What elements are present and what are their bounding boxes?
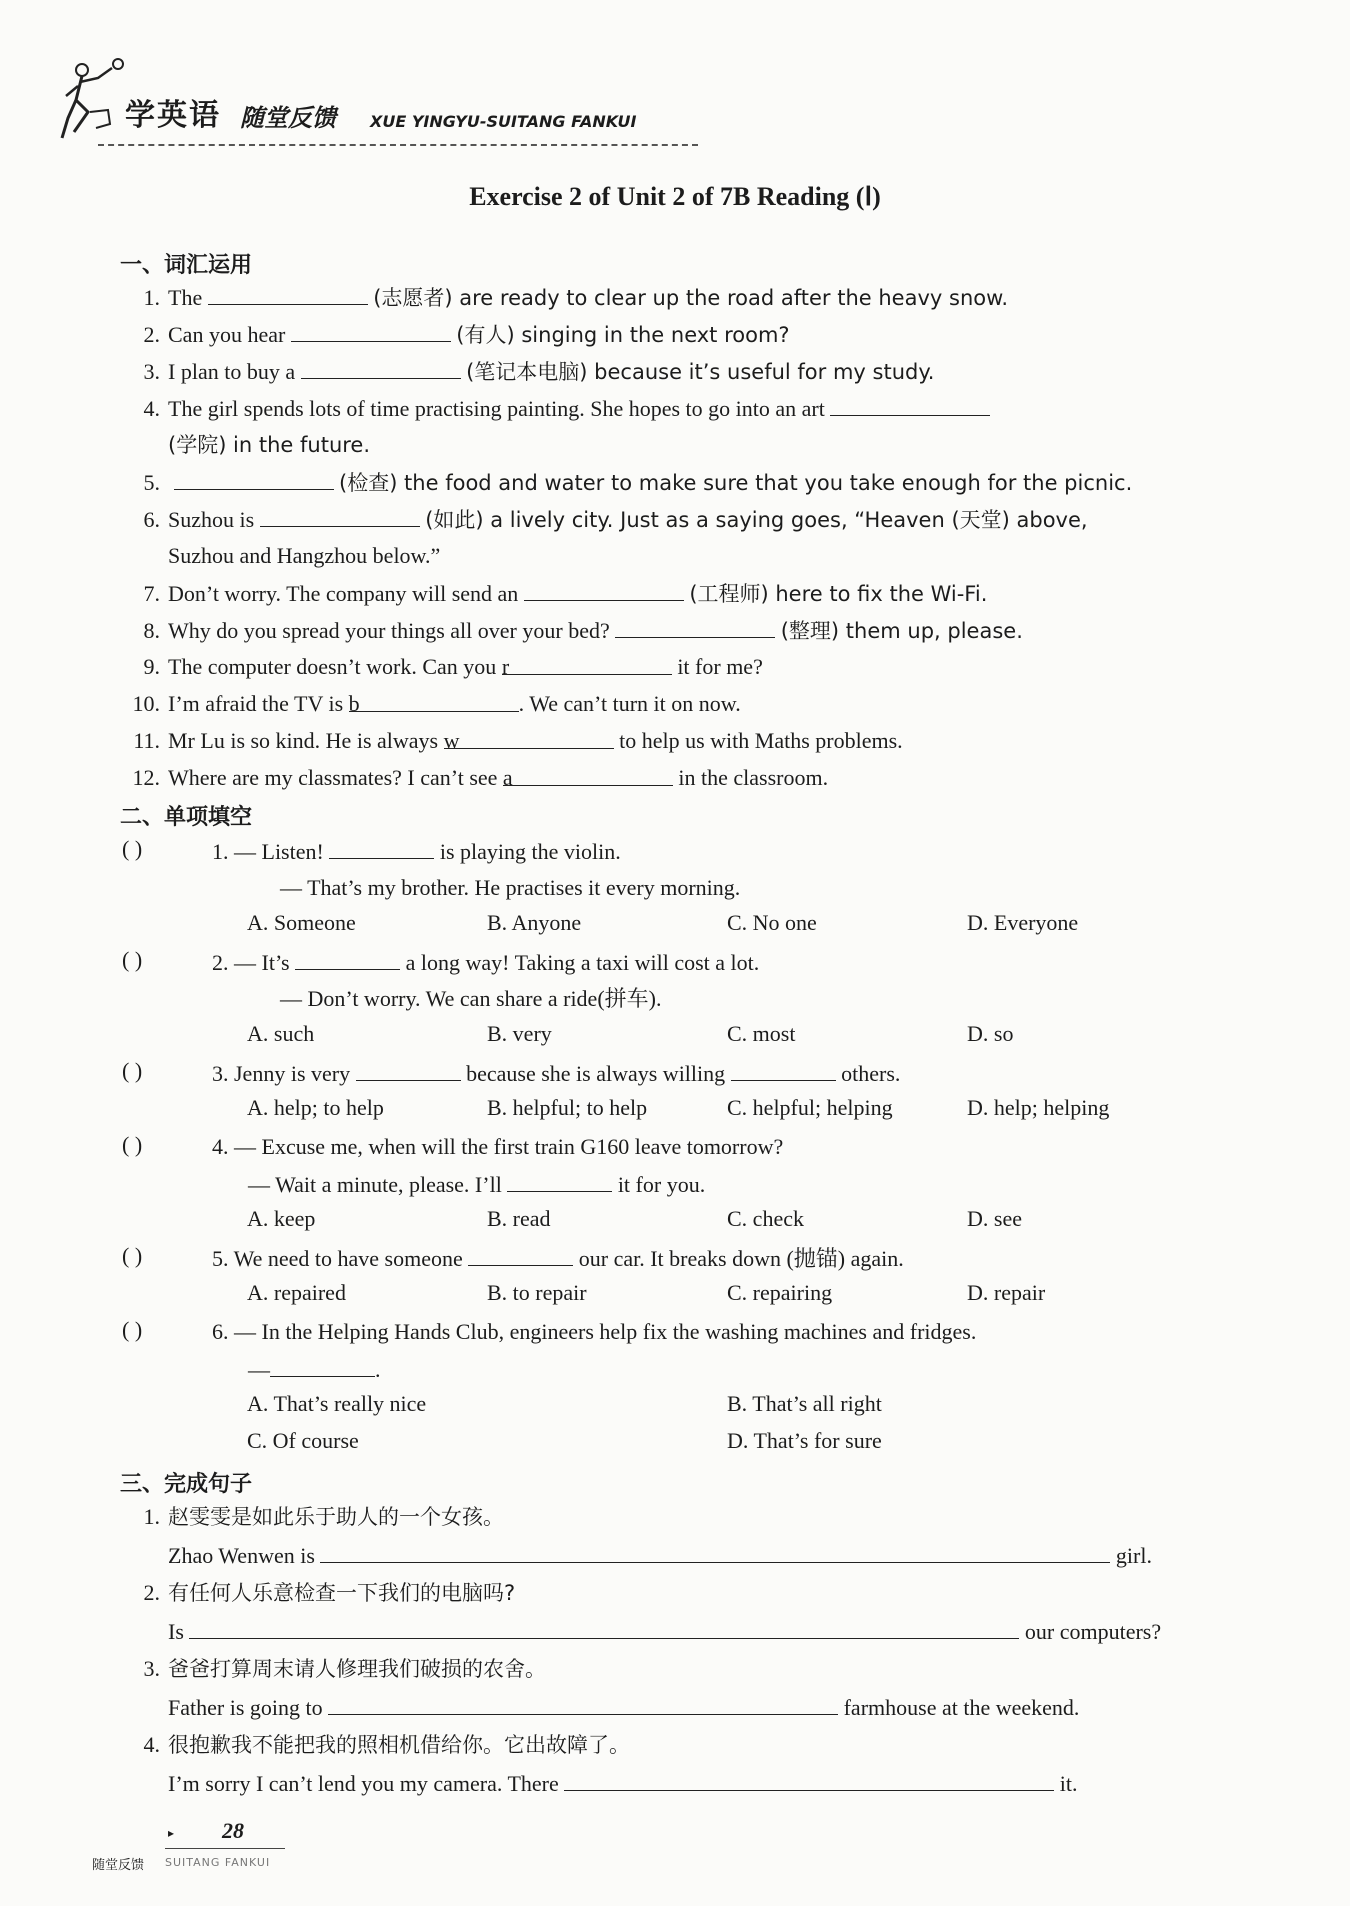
page-arrow-icon: ▸ xyxy=(168,1826,175,1840)
mc-q4-option-d[interactable]: D. see xyxy=(967,1206,1022,1231)
vocab-item-3: 3. I plan to buy a (笔记本电脑) because it’s useful for my study. xyxy=(118,356,934,387)
answer-blank[interactable] xyxy=(731,1058,836,1081)
vocab-item-5: 5. (检查) the food and water to make sure that you take enough for the picnic. xyxy=(118,467,1132,498)
footer-en-label: SUITANG FANKUI xyxy=(165,1856,271,1869)
mc-q6-option-d[interactable]: D. That’s for sure xyxy=(727,1428,882,1453)
section-2-heading: 二、单项填空 xyxy=(120,805,253,830)
header-cn-title: 学英语 xyxy=(125,98,221,133)
answer-blank[interactable] xyxy=(174,467,334,490)
mc-q1-option-d[interactable]: D. Everyone xyxy=(967,910,1079,935)
translate-item-3-cn: 3. 爸爸打算周末请人修理我们破损的农舍。 xyxy=(143,1656,546,1681)
page-number: 28 xyxy=(222,1818,244,1843)
footer-cn-label: 随堂反馈 xyxy=(92,1858,145,1873)
mc-q6-option-c[interactable]: C. Of course xyxy=(247,1428,359,1453)
answer-blank[interactable] xyxy=(301,356,461,379)
mc-q1-option-a[interactable]: A. Someone xyxy=(247,910,356,935)
mc-q6-option-a[interactable]: A. That’s really nice xyxy=(247,1391,427,1416)
mc-q2-option-a[interactable]: A. such xyxy=(247,1021,315,1046)
header xyxy=(60,52,660,152)
mc-q3-option-b[interactable]: B. helpful; to help xyxy=(487,1095,648,1120)
mc-q1-line2: — That’s my brother. He practises it every morning. xyxy=(280,875,741,900)
translate-item-1-cn: 1. 赵雯雯是如此乐于助人的一个女孩。 xyxy=(143,1504,504,1529)
answer-blank[interactable] xyxy=(468,1243,573,1266)
translate-item-1-en: Zhao Wenwen is girl. xyxy=(168,1540,1152,1571)
footer-divider xyxy=(165,1848,285,1849)
header-cn-subtitle: 随堂反馈 xyxy=(240,104,336,132)
mc-q4-option-a[interactable]: A. keep xyxy=(247,1206,316,1231)
answer-paren[interactable]: ( ) xyxy=(122,1132,143,1157)
mc-q5-option-b[interactable]: B. to repair xyxy=(487,1280,587,1305)
section-3-heading: 三、完成句子 xyxy=(120,1472,253,1497)
answer-paren[interactable]: ( ) xyxy=(122,1317,143,1342)
mc-q4-line1: 4. — Excuse me, when will the first train G160 leave tomorrow? xyxy=(212,1134,784,1159)
translate-item-2-cn: 2. 有任何人乐意检查一下我们的电脑吗? xyxy=(143,1580,516,1605)
answer-paren[interactable]: ( ) xyxy=(122,1058,143,1083)
answer-blank[interactable] xyxy=(295,947,400,970)
mc-q6-option-b[interactable]: B. That’s all right xyxy=(727,1391,882,1416)
mc-q5-line1: 5. We need to have someone our car. It breaks down (抛锚) again. xyxy=(212,1243,904,1274)
mc-q2-line2: — Don’t worry. We can share a ride(拼车). xyxy=(280,986,662,1011)
mc-q2-option-d[interactable]: D. so xyxy=(967,1021,1014,1046)
vocab-item-7: 7. Don’t worry. The company will send an (工程师) here to fix the Wi-Fi. xyxy=(118,578,987,609)
answer-paren[interactable]: ( ) xyxy=(122,836,143,861)
vocab-item-11: 11. Mr Lu is so kind. He is always w to help us with Maths problems. xyxy=(133,728,903,753)
answer-blank[interactable] xyxy=(507,1169,612,1192)
mc-q6-line2: — . xyxy=(248,1354,381,1385)
vocab-item-1: 1. The (志愿者) are ready to clear up the road after the heavy snow. xyxy=(118,282,1008,313)
mc-q1-option-b[interactable]: B. Anyone xyxy=(487,910,582,935)
mc-q2-line1: 2. — It’s a long way! Taking a taxi will cost a lot. xyxy=(212,947,759,978)
mc-q3-option-d[interactable]: D. help; helping xyxy=(967,1095,1110,1120)
vocab-item-4-cont: (学院) in the future. xyxy=(168,433,371,457)
answer-blank[interactable] xyxy=(270,1354,375,1377)
answer-blank[interactable] xyxy=(524,578,684,601)
vocab-item-6-cont: Suzhou and Hangzhou below.” xyxy=(168,543,441,568)
mc-q3-option-a[interactable]: A. help; to help xyxy=(247,1095,384,1120)
mc-q3-line1: 3. Jenny is very because she is always willing others. xyxy=(212,1058,900,1089)
vocab-item-2: 2. Can you hear (有人) singing in the next room? xyxy=(118,319,790,350)
answer-blank[interactable] xyxy=(320,1540,1110,1563)
vocab-item-8: 8. Why do you spread your things all over your bed? (整理) them up, please. xyxy=(118,615,1023,646)
header-en-title: XUE YINGYU-SUITANG FANKUI xyxy=(370,112,637,131)
runner-logo-icon xyxy=(60,52,130,152)
mc-q4-line2: — Wait a minute, please. I’ll it for you. xyxy=(248,1169,705,1200)
answer-paren[interactable]: ( ) xyxy=(122,1243,143,1268)
mc-q4-option-c[interactable]: C. check xyxy=(727,1206,804,1231)
vocab-item-6: 6. Suzhou is (如此) a lively city. Just as a saying goes, “Heaven (天堂) above, xyxy=(118,504,1088,535)
answer-blank[interactable]: r xyxy=(502,652,672,675)
section-1-heading: 一、词汇运用 xyxy=(120,253,253,278)
answer-blank[interactable]: a xyxy=(503,763,673,786)
answer-blank[interactable] xyxy=(830,393,990,416)
vocab-item-10: 10. I’m afraid the TV is b . We can’t turn it on now. xyxy=(132,691,741,716)
vocab-item-4: 4. The girl spends lots of time practising painting. She hopes to go into an art xyxy=(118,393,990,424)
answer-blank[interactable] xyxy=(564,1768,1054,1791)
answer-blank[interactable] xyxy=(260,504,420,527)
answer-blank[interactable] xyxy=(615,615,775,638)
translate-item-3-en: Father is going to farmhouse at the weekend. xyxy=(168,1692,1079,1723)
mc-q1-line1: 1. — Listen! is playing the violin. xyxy=(212,836,621,867)
answer-blank[interactable]: b xyxy=(349,689,519,712)
mc-q4-option-b[interactable]: B. read xyxy=(487,1206,551,1231)
translate-item-4-cn: 4. 很抱歉我不能把我的照相机借给你。它出故障了。 xyxy=(143,1732,630,1757)
answer-paren[interactable]: ( ) xyxy=(122,947,143,972)
answer-blank[interactable] xyxy=(329,836,434,859)
translate-item-2-en: Is our computers? xyxy=(168,1616,1161,1647)
answer-blank[interactable] xyxy=(291,319,451,342)
mc-q6-line1: 6. — In the Helping Hands Club, engineers help fix the washing machines and fridges. xyxy=(212,1319,977,1344)
answer-blank[interactable] xyxy=(328,1692,838,1715)
mc-q5-option-a[interactable]: A. repaired xyxy=(247,1280,346,1305)
mc-q2-option-b[interactable]: B. very xyxy=(487,1021,552,1046)
answer-blank[interactable] xyxy=(189,1616,1019,1639)
mc-q5-option-c[interactable]: C. repairing xyxy=(727,1280,833,1305)
mc-q3-option-c[interactable]: C. helpful; helping xyxy=(727,1095,893,1120)
header-divider xyxy=(98,144,698,146)
vocab-item-9: 9. The computer doesn’t work. Can you r it for me? xyxy=(143,654,763,679)
answer-blank[interactable] xyxy=(356,1058,461,1081)
translate-item-4-en: I’m sorry I can’t lend you my camera. There it. xyxy=(168,1768,1078,1799)
answer-blank[interactable]: w xyxy=(444,726,614,749)
mc-q2-option-c[interactable]: C. most xyxy=(727,1021,796,1046)
vocab-item-12: 12. Where are my classmates? I can’t see a in the classroom. xyxy=(132,765,829,790)
answer-blank[interactable] xyxy=(208,282,368,305)
mc-q1-option-c[interactable]: C. No one xyxy=(727,910,817,935)
page-title: Exercise 2 of Unit 2 of 7B Reading (Ⅰ) xyxy=(469,182,881,211)
mc-q5-option-d[interactable]: D. repair xyxy=(967,1280,1046,1305)
